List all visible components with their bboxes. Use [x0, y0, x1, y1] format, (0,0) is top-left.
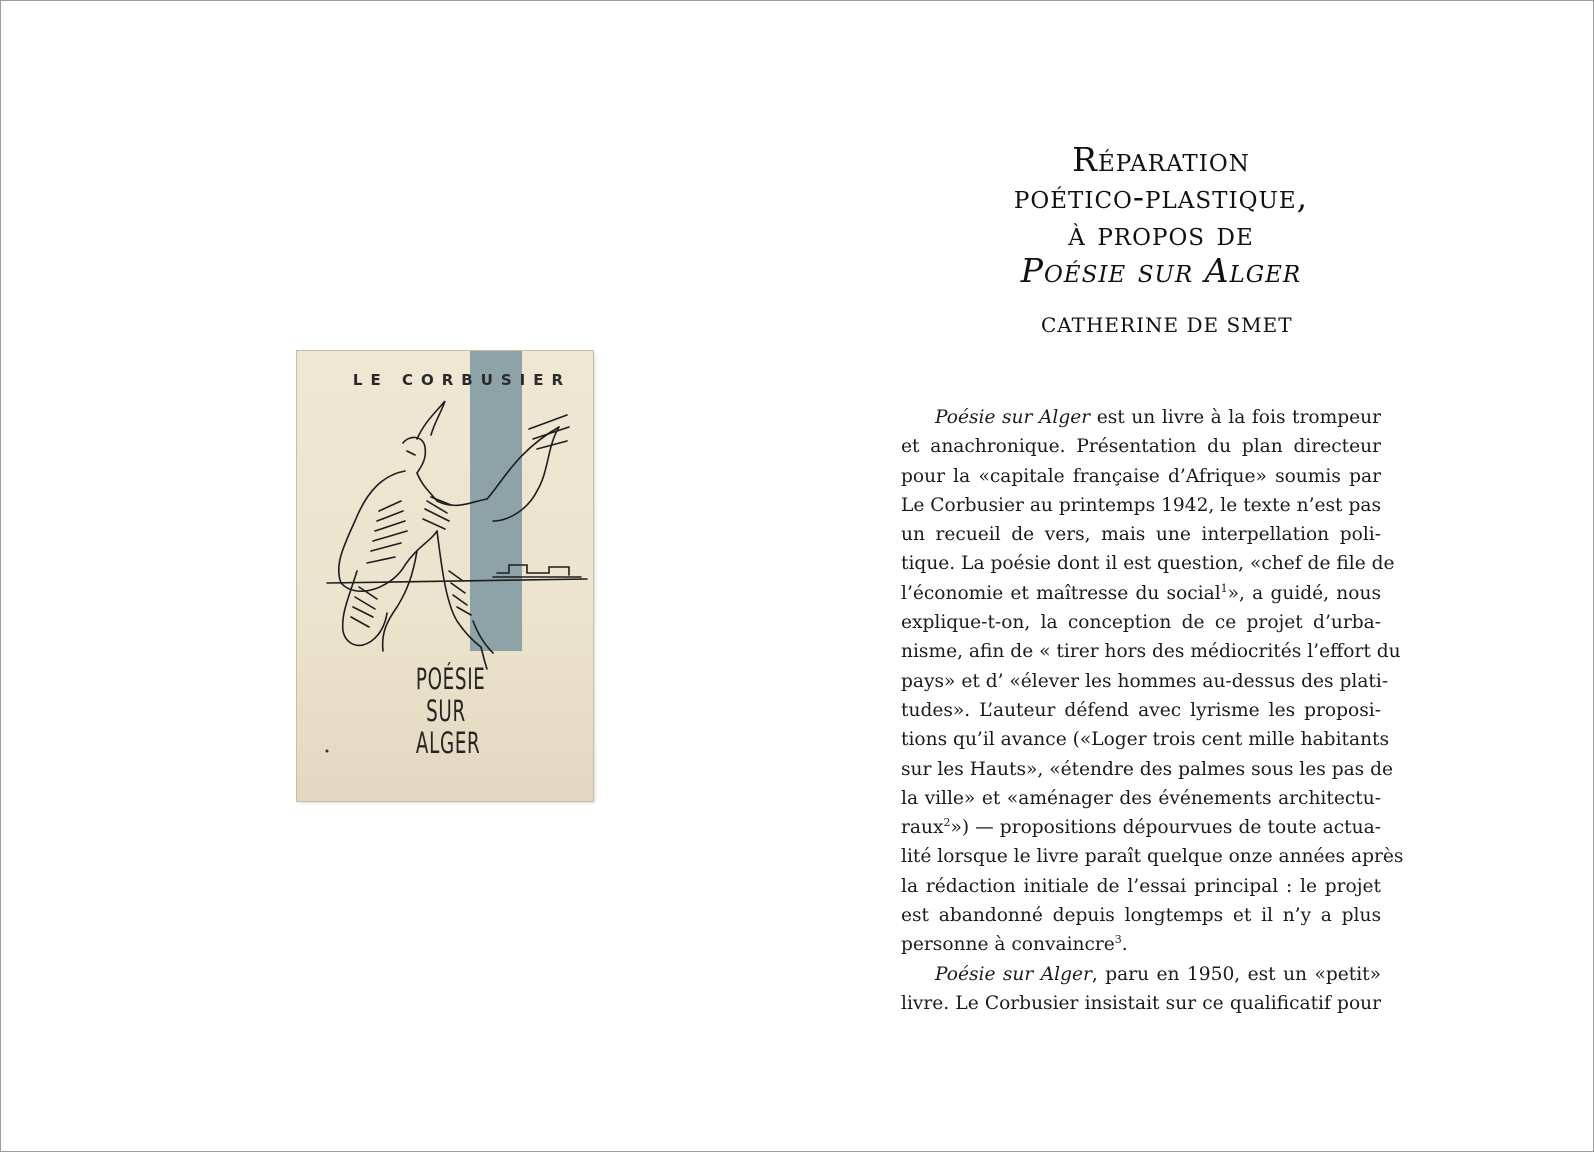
title-line: à propos de	[1068, 214, 1254, 253]
text-span: personne à convaincre	[901, 934, 1115, 956]
cover-title	[415, 662, 486, 760]
text-span: est un livre à la fois trompeur	[1096, 407, 1382, 428]
article-author: CATHERINE DE SMET	[1041, 313, 1293, 337]
text-line: pour la «capitale française d’Afrique» soumis par	[901, 465, 1381, 487]
book-cover-image	[297, 351, 593, 801]
cover-title-line: ALGER	[415, 726, 481, 760]
paragraph	[901, 960, 1381, 1019]
text-line: explique-t-on, la conception de ce projet d’urba-	[901, 612, 1381, 634]
footnote-marker: 3	[1114, 933, 1122, 947]
text-line	[901, 579, 1381, 608]
text-line	[901, 813, 1381, 842]
text-span: .	[1121, 934, 1128, 956]
text-line: la rédaction initiale de l’essai principal : le projet	[901, 875, 1381, 897]
text-line: un recueil de vers, mais une interpellation poli-	[901, 524, 1381, 546]
article-title	[911, 141, 1411, 289]
cover-title-line: POÉSIE	[415, 662, 486, 696]
text-line: tique. La poésie dont il est question, «chef de file de	[901, 553, 1395, 575]
text-line: Le Corbusier au printemps 1942, le texte n’est pas	[901, 494, 1381, 516]
text-line	[901, 960, 1381, 989]
text-line: et anachronique. Présentation du plan directeur	[901, 436, 1381, 458]
text-span: raux	[901, 817, 944, 839]
text-line: sur les Hauts», «étendre des palmes sous les pas de	[901, 758, 1394, 780]
text-line: lité lorsque le livre paraît quelque onze années après	[901, 846, 1404, 868]
text-span: ») — propositions dépourvues de toute actua-	[950, 817, 1381, 839]
text-line: pays» et d’ «élever les hommes au-dessus des plati-	[901, 670, 1389, 692]
italic-book-title: Poésie sur Alger	[935, 407, 1091, 428]
text-line	[901, 930, 1381, 959]
text-span: l’économie et maîtresse du social	[901, 582, 1221, 604]
footnote-marker: 1	[1220, 581, 1228, 595]
text-line: la ville» et «aménager des événements architectu-	[901, 787, 1381, 809]
text-line: tions qu’il avance («Loger trois cent mille habitants	[901, 729, 1390, 751]
paragraph	[901, 403, 1404, 960]
text-span: », a guidé, nous	[1227, 582, 1381, 604]
title-line: poético-plastique,	[1013, 177, 1309, 216]
text-line: est abandonné depuis longtemps et il n’y a plus	[901, 905, 1381, 927]
text-line: tudes». L’auteur défend avec lyrisme les proposi-	[901, 699, 1381, 721]
text-line	[901, 403, 1381, 432]
italic-book-title: Poésie sur Alger	[935, 963, 1092, 985]
text-line: nisme, afin de « tirer hors des médiocrités l’effort du	[901, 641, 1401, 663]
text-span: , paru en 1950, est un «petit»	[1091, 963, 1382, 985]
title-line: Réparation	[1072, 140, 1250, 179]
footnote-marker: 2	[943, 815, 951, 829]
cover-title-line: SUR	[426, 694, 466, 728]
title-line: Poésie sur Alger	[1020, 251, 1302, 290]
text-line: livre. Le Corbusier insistait sur ce qualificatif pour	[901, 992, 1381, 1014]
article-body	[901, 403, 1404, 1018]
cover-author: LE CORBUSIER	[352, 371, 572, 389]
